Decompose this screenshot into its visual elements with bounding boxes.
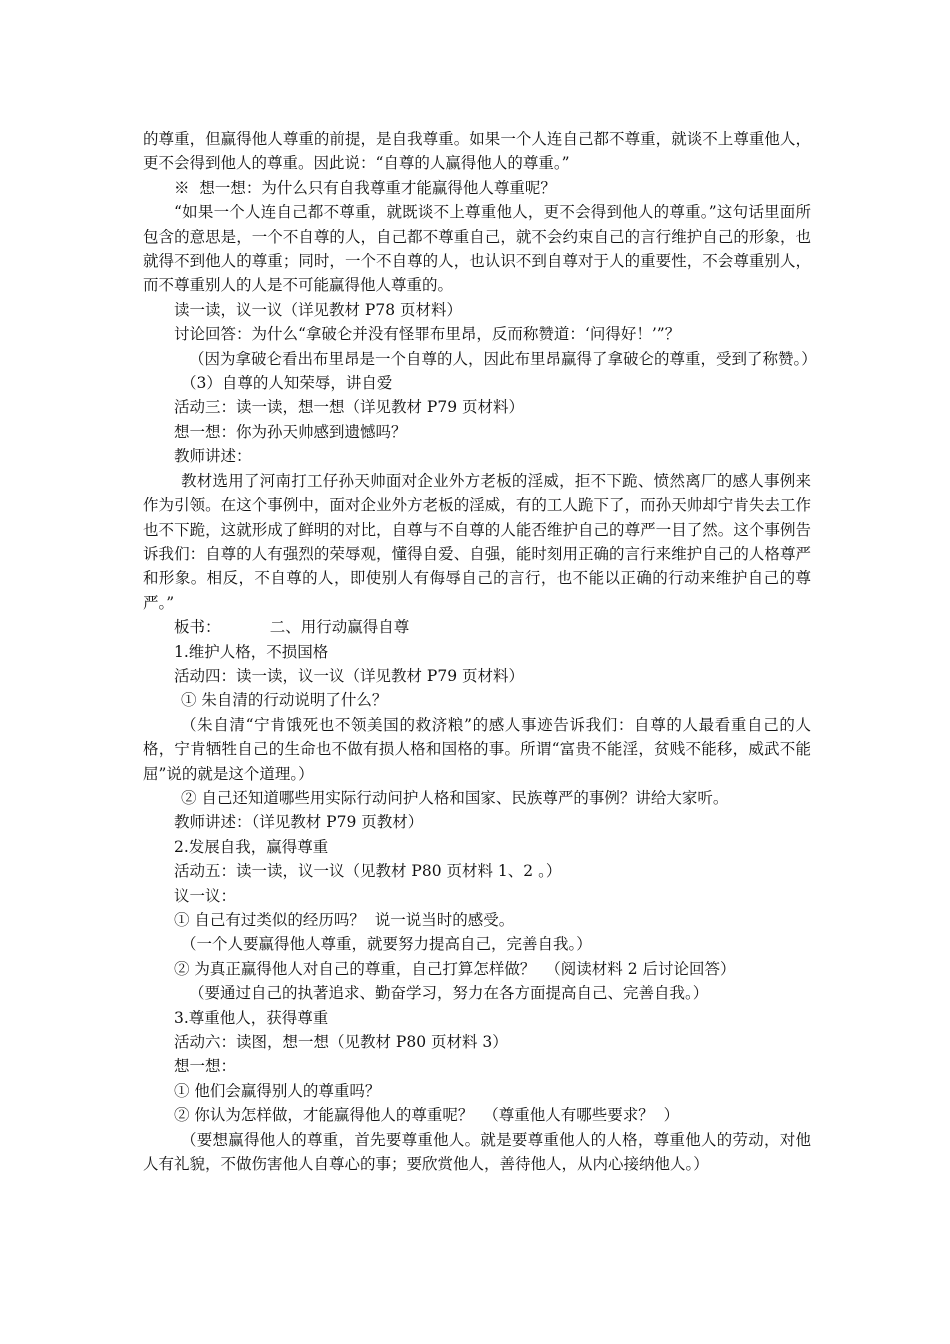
paragraph: 3.尊重他人，获得尊重 — [174, 1008, 329, 1027]
paragraph: 活动六：读图，想一想（见教材 P80 页材料 3） — [174, 1033, 508, 1052]
paragraph: 议一议： — [174, 886, 237, 905]
paragraph: 教材选用了河南打工仔孙天帅面对企业外方老板的淫威，拒不下跪、愤然离厂的感人事例来作为引领。在这个事例中，面对企业外方老板的淫威，有的工人跪下了，而孙天帅却宁肯失去工作也不下跪，这就形成了鲜明的对比，自尊与不自尊的人能否维护自己的尊严一目了然。这个事例告诉我们：自尊的人有强烈的荣辱观，懂得自爱、自强，能时刻用正确的言行来维护自己的人格尊严和形象。相反，不自尊的人，即使别人有侮辱自己的言行，也不能以正确的行动来维护自己的尊严。” — [143, 471, 811, 612]
paragraph: 想一想：你为孙天帅感到遗憾吗？ — [174, 422, 407, 441]
paragraph: ② 自己还知道哪些用实际行动问护人格和国家、民族尊严的事例？讲给大家听。 — [181, 788, 729, 807]
paragraph: 1.维护人格，不损国格 — [174, 642, 329, 661]
paragraph: ① 朱自清的行动说明了什么？ — [181, 691, 388, 710]
paragraph: 的尊重，但赢得他人尊重的前提，是自我尊重。如果一个人连自己都不尊重，就谈不上尊重他人，更不会得到他人的尊重。因此说：“自尊的人赢得他人的尊重。” — [143, 130, 811, 173]
paragraph: 教师讲述： — [174, 447, 252, 466]
paragraph: （一个人要赢得他人尊重，就要努力提高自己，完善自我。） — [181, 935, 592, 954]
paragraph: “如果一个人连自己都不尊重，就既谈不上尊重他人，更不会得到他人的尊重。”这句话里面所包含的意思是，一个不自尊的人，自己都不尊重自己，就不会约束自己的言行维护自己的形象，也就得不到他人的尊重；同时，一个不自尊的人，也认识不到自尊对于人的重要性，不会尊重别人，而不尊重别人的人是不可能赢得他人尊重的。 — [143, 203, 811, 295]
paragraph: 板书： 二、用行动赢得自尊 — [174, 618, 410, 637]
paragraph: 2.发展自我，赢得尊重 — [174, 837, 329, 856]
paragraph: ※ 想一想：为什么只有自我尊重才能赢得他人尊重呢？ — [174, 178, 556, 197]
paragraph: 教师讲述：（详见教材 P79 页教材） — [174, 813, 424, 832]
paragraph: ② 为真正赢得他人对自己的尊重，自己打算怎样做？ （阅读材料 2 后讨论回答） — [174, 959, 736, 978]
paragraph: 读一读，议一议（详见教材 P78 页材料） — [174, 300, 463, 319]
paragraph: 想一想： — [174, 1057, 237, 1076]
paragraph: 讨论回答：为什么“拿破仑并没有怪罪布里昂，反而称赞道：‘问得好！’”？ — [174, 325, 681, 344]
paragraph: 活动四：读一读，议一议（详见教材 P79 页材料） — [174, 666, 525, 685]
paragraph: （3）自尊的人知荣辱，讲自爱 — [181, 374, 393, 393]
paragraph: （因为拿破仑看出布里昂是一个自尊的人，因此布里昂赢得了拿破仑的尊重，受到了称赞。） — [189, 349, 817, 368]
paragraph: （朱自清“宁肯饿死也不领美国的救济粮”的感人事迹告诉我们：自尊的人最看重自己的人格，宁肯牺牲自己的生命也不做有损人格和国格的事。所谓“富贵不能淫，贫贱不能移，威武不能屈”说的就是这个道理。） — [143, 715, 811, 783]
paragraph: ① 他们会赢得别人的尊重吗？ — [174, 1081, 381, 1100]
paragraph: ② 你认为怎样做，才能赢得他人的尊重呢？ （尊重他人有哪些要求？ ） — [174, 1106, 680, 1125]
paragraph: （要通过自己的执著追求、勤奋学习，努力在各方面提高自己、完善自我。） — [189, 984, 709, 1003]
document-body — [143, 127, 817, 1176]
paragraph: 活动五：读一读，议一议（见教材 P80 页材料 1、2 。） — [174, 862, 562, 881]
paragraph: ① 自己有过类似的经历吗？ 说一说当时的感受。 — [174, 911, 515, 929]
paragraph: （要想赢得他人的尊重，首先要尊重他人。就是要尊重他人的人格，尊重他人的劳动，对他人有礼貌，不做伤害他人自尊心的事；要欣赏他人，善待他人，从内心接纳他人。） — [143, 1130, 811, 1174]
paragraph: 活动三：读一读，想一想（详见教材 P79 页材料） — [174, 398, 525, 417]
